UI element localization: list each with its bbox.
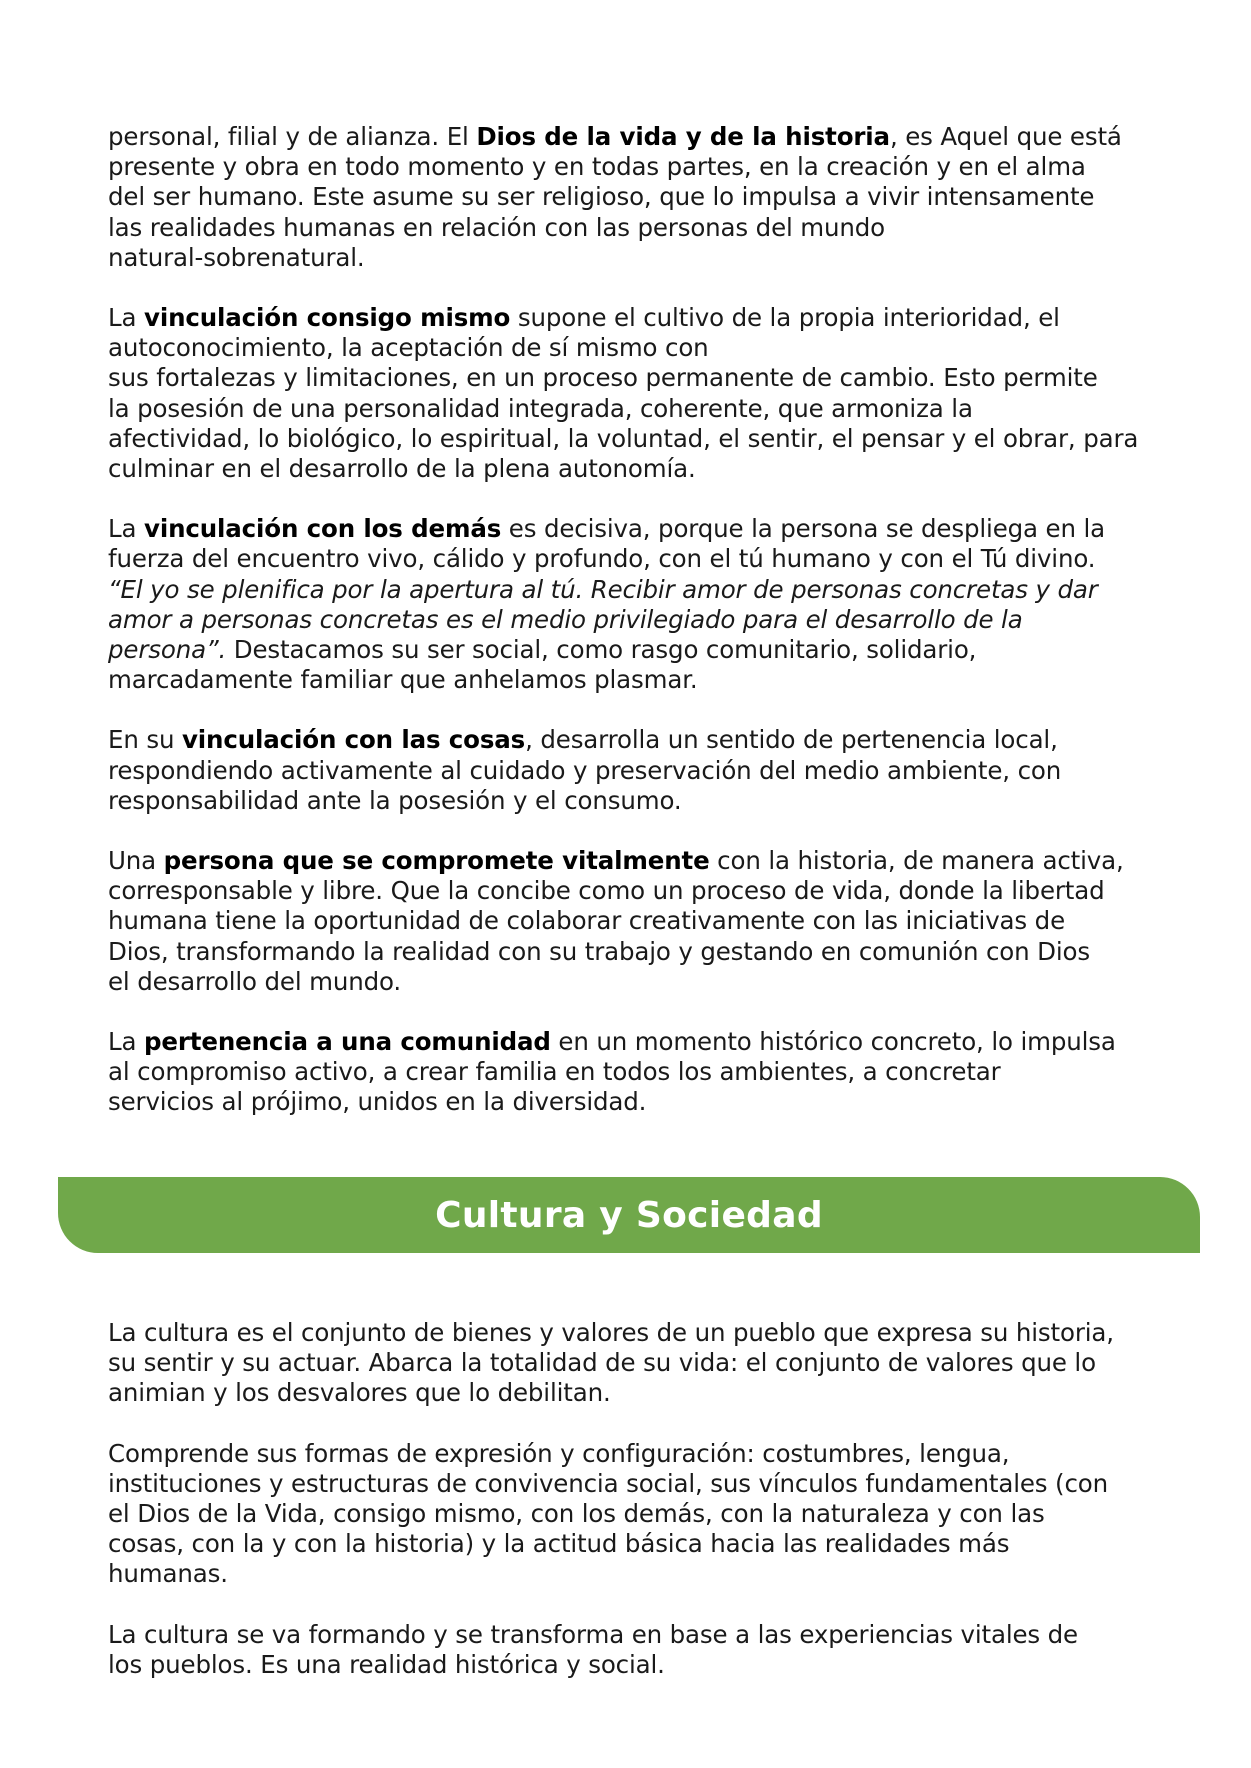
paragraph-text: , es Aquel que está presente y obra en todo momento y en todas partes, en la creación y en el alma del ser humano. Este asume su ser religioso, que lo impulsa a vivir intensamente las realidades humanas en relación con las personas del mundo natural-sobrenatural. (108, 122, 1122, 272)
bold-term: Dios de la vida y de la historia (476, 122, 890, 151)
paragraph-cultura-formas: Comprende sus formas de expresión y configuración: costumbres, lengua, instituciones y estructuras de convivencia social, sus vínculos fundamentales (con el Dios de la Vida, consigo mismo, con los demás, con la naturaleza y con las cosas, con la y con la historia) y la actitud básica hacia las realidades más humanas. (108, 1438, 1108, 1589)
paragraph-cultura-transformacion: La cultura se va formando y se transforma en base a las experiencias vitales de los pueblos. Es una realidad histórica y social. (108, 1619, 1078, 1679)
vinculos-text-block (108, 122, 1148, 1118)
paragraph-text: en un momento histórico concreto, lo impulsa al compromiso activo, a crear familia en todos los ambientes, a concretar servicios al prójimo, unidos en la diversidad. (108, 1027, 1116, 1117)
paragraph-consigo-mismo (108, 303, 1148, 484)
bold-term: vinculación consigo mismo (144, 303, 511, 333)
paragraph-text: Destacamos su ser social, como rasgo comunitario, solidario, marcadamente familiar que anhelamos plasmar. (108, 635, 977, 695)
section-title: Cultura y Sociedad (435, 1194, 823, 1236)
italic-quote: “El yo se plenifica por la apertura al tú. Recibir amor de personas concretas y dar amor a personas concretas es el medio privilegiado para el desarrollo de la persona”. (108, 574, 1098, 665)
paragraph-text: Una (108, 846, 164, 876)
paragraph-text: En su (108, 725, 182, 755)
section-header-banner (58, 1177, 1200, 1253)
paragraph-cultura-definicion: La cultura es el conjunto de bienes y valores de un pueblo que expresa su historia, su sentir y su actuar. Abarca la totalidad de su vida: el conjunto de valores que lo animian y los desvalores que lo debilitan. (108, 1318, 1114, 1408)
paragraph-text: La (108, 514, 145, 544)
paragraph-text: personal, filial y de alianza. El (108, 122, 477, 151)
paragraph-text: con la historia, de manera activa, corresponsable y libre. Que la concibe como un proceso de vida, donde la libertad humana tiene la oportunidad de colaborar creativamente con las iniciativas de Dios, transformando la realidad con su trabajo y gestando en comunión con Dios el desarrollo del mundo. (108, 846, 1124, 996)
bold-term: vinculación con las cosas (181, 725, 526, 755)
bold-term: vinculación con los demás (144, 514, 502, 544)
paragraph-text: La (108, 1027, 145, 1057)
paragraph-text: es decisiva, porque la persona se despliega en la fuerza del encuentro vivo, cálido y profundo, con el tú humano y con el Tú divino. (108, 514, 1105, 574)
paragraph-comunidad (108, 1027, 1148, 1118)
paragraph-text: supone el cultivo de la propia interioridad, el autoconocimiento, la aceptación de sí mismo con sus fortalezas y limitaciones, en un proceso permanente de cambio. Esto permite la posesión de una personalidad integrada, coherente, que armoniza la afectividad, lo biológico, lo espiritual, la voluntad, el sentir, el pensar y el obrar, para culminar en el desarrollo de la plena autonomía. (108, 303, 1139, 484)
bold-term: persona que se compromete vitalmente (163, 846, 710, 876)
cultura-text-block (108, 1318, 1148, 1680)
paragraph-con-los-demas (108, 514, 1148, 695)
paragraph-compromiso-vital (108, 846, 1148, 997)
bold-term: pertenencia a una comunidad (144, 1027, 551, 1057)
paragraph-con-las-cosas (108, 725, 1148, 816)
paragraph-text: , desarrolla un sentido de pertenencia local, respondiendo activamente al cuidado y preservación del medio ambiente, con responsabilidad ante la posesión y el consumo. (108, 725, 1062, 815)
paragraph-text: La (108, 303, 145, 333)
paragraph-dios-vida (108, 122, 1148, 273)
